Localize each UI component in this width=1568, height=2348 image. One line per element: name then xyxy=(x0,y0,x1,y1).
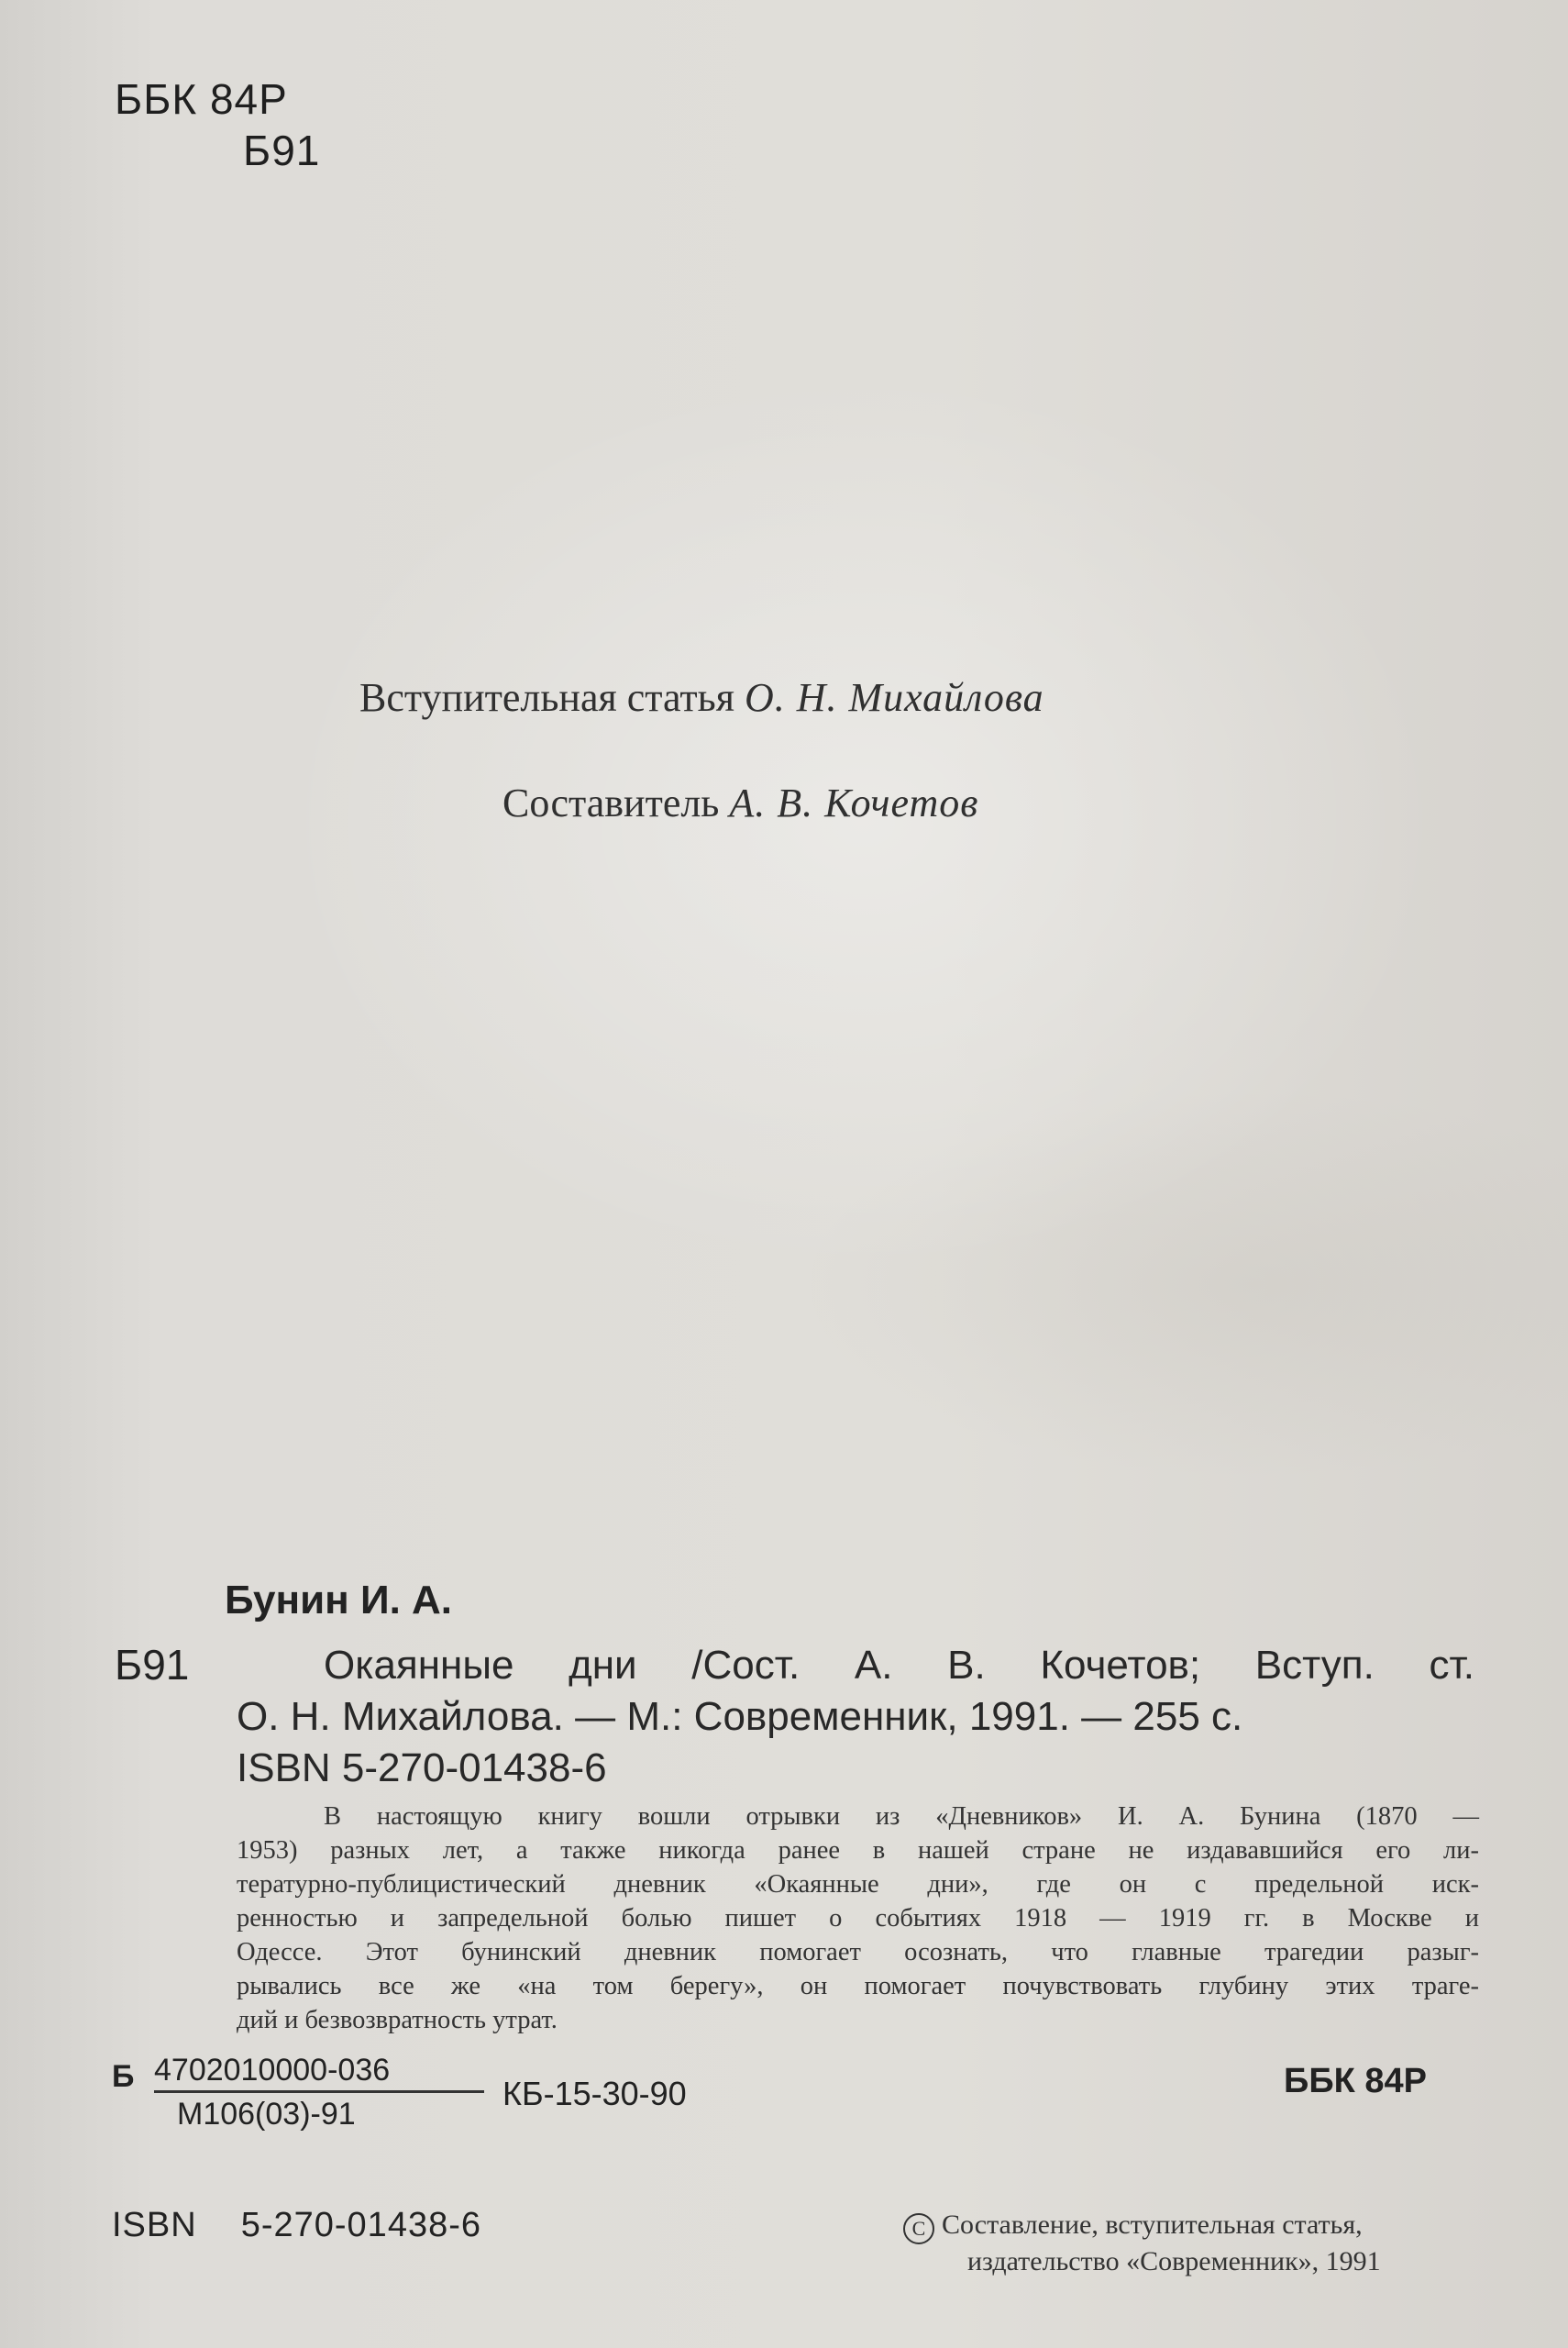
annotation-line: 1953) разных лет, а также никогда ранее в нашей стране не издававшийся его ли- xyxy=(237,1836,1479,1865)
intro-author: О. Н. Михайлова xyxy=(744,675,1044,720)
intro-credit xyxy=(359,674,1044,721)
author-mark: Б91 xyxy=(243,127,321,174)
copyright-line: издательство «Современник», 1991 xyxy=(967,2246,1381,2276)
bbk-code-bottom: ББК 84Р xyxy=(1284,2062,1427,2100)
card-author: Бунин И. А. xyxy=(225,1578,453,1623)
annotation xyxy=(237,1800,1479,2037)
intro-label: Вступительная статья xyxy=(359,675,734,720)
kb-code: КБ-15-30-90 xyxy=(502,2075,687,2112)
bib-isbn: ISBN 5-270-01438-6 xyxy=(237,1745,607,1790)
bib-line: Окаянные дни /Сост. А. В. Кочетов; Вступ. ст. xyxy=(324,1643,1474,1688)
annotation-line: В настоящую книгу вошли отрывки из «Дневников» И. А. Бунина (1870 — xyxy=(324,1802,1479,1831)
copyright-notice xyxy=(903,2208,1381,2279)
isbn-label: ISBN xyxy=(112,2206,197,2244)
annotation-line: ренностью и запредельной болью пишет о событиях 1918 — 1919 гг. в Москве и xyxy=(237,1904,1479,1933)
annotation-line: дий и безвозвратность утрат. xyxy=(237,2006,558,2034)
copyright-icon: C xyxy=(903,2213,934,2244)
annotation-line: рывались все же «на том берегу», он помогает почувствовать глубину этих траге- xyxy=(237,1972,1479,2000)
bibliographic-description xyxy=(237,1640,1474,1794)
code-letter: Б xyxy=(112,2059,135,2094)
isbn-value: 5-270-01438-6 xyxy=(240,2206,482,2244)
code-numerator: 4702010000-036 xyxy=(154,2053,391,2088)
isbn-footer xyxy=(112,2206,481,2245)
code-fraction xyxy=(154,2053,484,2132)
copyright-line: Составление, вступительная статья, xyxy=(942,2210,1363,2240)
bbk-code: ББК 84Р xyxy=(115,75,288,123)
fraction-bar xyxy=(154,2090,484,2093)
bib-line: О. Н. Михайлова. — М.: Современник, 1991. — 255 с. xyxy=(237,1694,1243,1739)
code-denominator: М106(03)-91 xyxy=(177,2097,356,2132)
compiler-name: А. В. Кочетов xyxy=(729,781,979,825)
compiler-label: Составитель xyxy=(502,781,720,825)
classification-block xyxy=(115,73,320,176)
compiler-credit xyxy=(502,780,978,826)
card-mark: Б91 xyxy=(115,1641,190,1689)
annotation-line: тературно-публицистический дневник «Окаянные дни», где он с предельной иск- xyxy=(237,1870,1479,1899)
annotation-line: Одессе. Этот бунинский дневник помогает осознать, что главные трагедии разыг- xyxy=(237,1938,1479,1966)
